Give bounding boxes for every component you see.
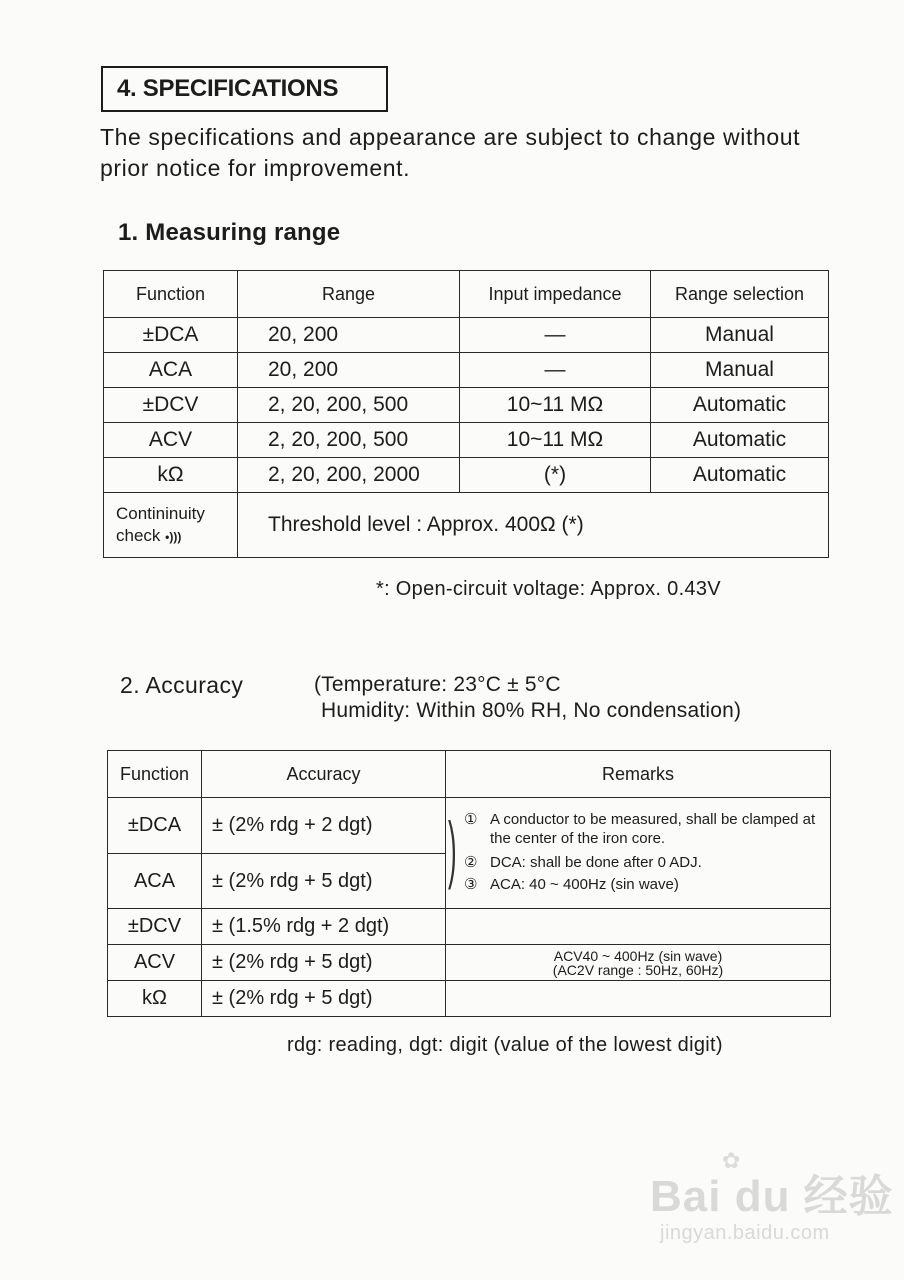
cell-accuracy: ± (2% rdg + 5 dgt): [202, 981, 446, 1017]
spec-notice: The specifications and appearance are subject to change without prior notice for improvement.: [100, 124, 801, 181]
remark-text: ACA: 40 ~ 400Hz (sin wave): [490, 876, 679, 893]
remark-text: DCA: shall be done after 0 ADJ.: [490, 854, 702, 871]
cell-function: ACV: [108, 945, 202, 981]
cell-function: ±DCA: [104, 318, 238, 353]
cell-impedance: —: [460, 353, 651, 388]
continuity-row: [104, 493, 829, 558]
remark-num: ①: [464, 811, 478, 828]
cell-function: ACA: [108, 854, 202, 909]
watermark-logo: Bai du 经验: [650, 1172, 894, 1221]
table-row: [104, 353, 829, 388]
col-header-selection: Range selection: [651, 271, 829, 318]
cell-impedance: 10~11 MΩ: [460, 423, 651, 458]
accuracy-table: [107, 750, 831, 1017]
rdg-dgt-footnote: rdg: reading, dgt: digit (value of the lowest digit): [287, 1034, 723, 1056]
remark-num: ②: [464, 854, 478, 871]
col-header-function: Function: [108, 751, 202, 798]
cell-selection: Manual: [651, 353, 829, 388]
table-row: [108, 909, 831, 945]
remarks-empty-cell: [446, 909, 831, 945]
cell-selection: Manual: [651, 318, 829, 353]
cell-range: 2, 20, 200, 2000: [238, 458, 460, 493]
cell-function: kΩ: [104, 458, 238, 493]
cell-range: 20, 200: [238, 353, 460, 388]
cell-selection: Automatic: [651, 458, 829, 493]
table-header-row: [108, 751, 831, 798]
cell-accuracy: ± (2% rdg + 5 dgt): [202, 854, 446, 909]
cell-function: ACA: [104, 353, 238, 388]
col-header-range: Range: [238, 271, 460, 318]
cell-function: ±DCA: [108, 798, 202, 854]
continuity-label: [104, 493, 238, 558]
cell-selection: Automatic: [651, 423, 829, 458]
remark-item: [452, 853, 830, 872]
open-circuit-footnote: *: Open-circuit voltage: Approx. 0.43V: [376, 578, 721, 600]
table-header-row: [104, 271, 829, 318]
col-header-impedance: Input impedance: [460, 271, 651, 318]
table-row: [108, 798, 831, 854]
cell-impedance: (*): [460, 458, 651, 493]
section-title: 4. SPECIFICATIONS: [101, 66, 388, 112]
cell-range: 2, 20, 200, 500: [238, 423, 460, 458]
col-header-function: Function: [104, 271, 238, 318]
cell-selection: Automatic: [651, 388, 829, 423]
accuracy-conditions: [314, 672, 741, 724]
cell-impedance: —: [460, 318, 651, 353]
table-row: [104, 423, 829, 458]
table-row: [104, 458, 829, 493]
paw-logo-icon: ✿: [722, 1148, 741, 1173]
cell-function: ±DCV: [104, 388, 238, 423]
continuity-threshold: Threshold level : Approx. 400Ω (*): [238, 493, 829, 558]
table-row: [104, 318, 829, 353]
remarks-cell: [446, 798, 831, 909]
acv-remark-line1: ACV40 ~ 400Hz (sin wave): [553, 947, 723, 964]
remarks-empty-cell: [446, 981, 831, 1017]
col-header-accuracy: Accuracy: [202, 751, 446, 798]
cell-accuracy: ± (2% rdg + 5 dgt): [202, 945, 446, 981]
temperature-condition: (Temperature: 23°C ± 5°C: [314, 673, 561, 696]
acv-remark-cell: [446, 945, 831, 981]
acv-remark-line2: (AC2V range : 50Hz, 60Hz): [552, 961, 724, 978]
buzzer-icon: •))): [165, 529, 182, 544]
remark-item: [452, 875, 830, 894]
cell-accuracy: ± (2% rdg + 2 dgt): [202, 798, 446, 854]
continuity-label-line1: Contininuity: [116, 503, 205, 523]
watermark-url: jingyan.baidu.com: [660, 1222, 830, 1244]
remark-item: [452, 810, 830, 848]
remark-num: ③: [464, 876, 478, 893]
remark-text: A conductor to be measured, shall be clamped at the center of the iron core.: [490, 811, 816, 847]
cell-function: kΩ: [108, 981, 202, 1017]
brace-mark: ): [448, 807, 457, 890]
cell-accuracy: ± (1.5% rdg + 2 dgt): [202, 909, 446, 945]
measuring-range-table: [103, 270, 829, 558]
humidity-condition: Humidity: Within 80% RH, No condensation): [321, 699, 742, 722]
measuring-range-heading: 1. Measuring range: [118, 219, 341, 246]
cell-function: ACV: [104, 423, 238, 458]
continuity-label-line2: check: [116, 525, 161, 545]
table-row: [108, 945, 831, 981]
accuracy-heading: 2. Accuracy: [120, 672, 244, 698]
table-row: [108, 981, 831, 1017]
cell-impedance: 10~11 MΩ: [460, 388, 651, 423]
table-row: [104, 388, 829, 423]
col-header-remarks: Remarks: [446, 751, 831, 798]
cell-range: 2, 20, 200, 500: [238, 388, 460, 423]
cell-function: ±DCV: [108, 909, 202, 945]
cell-range: 20, 200: [238, 318, 460, 353]
